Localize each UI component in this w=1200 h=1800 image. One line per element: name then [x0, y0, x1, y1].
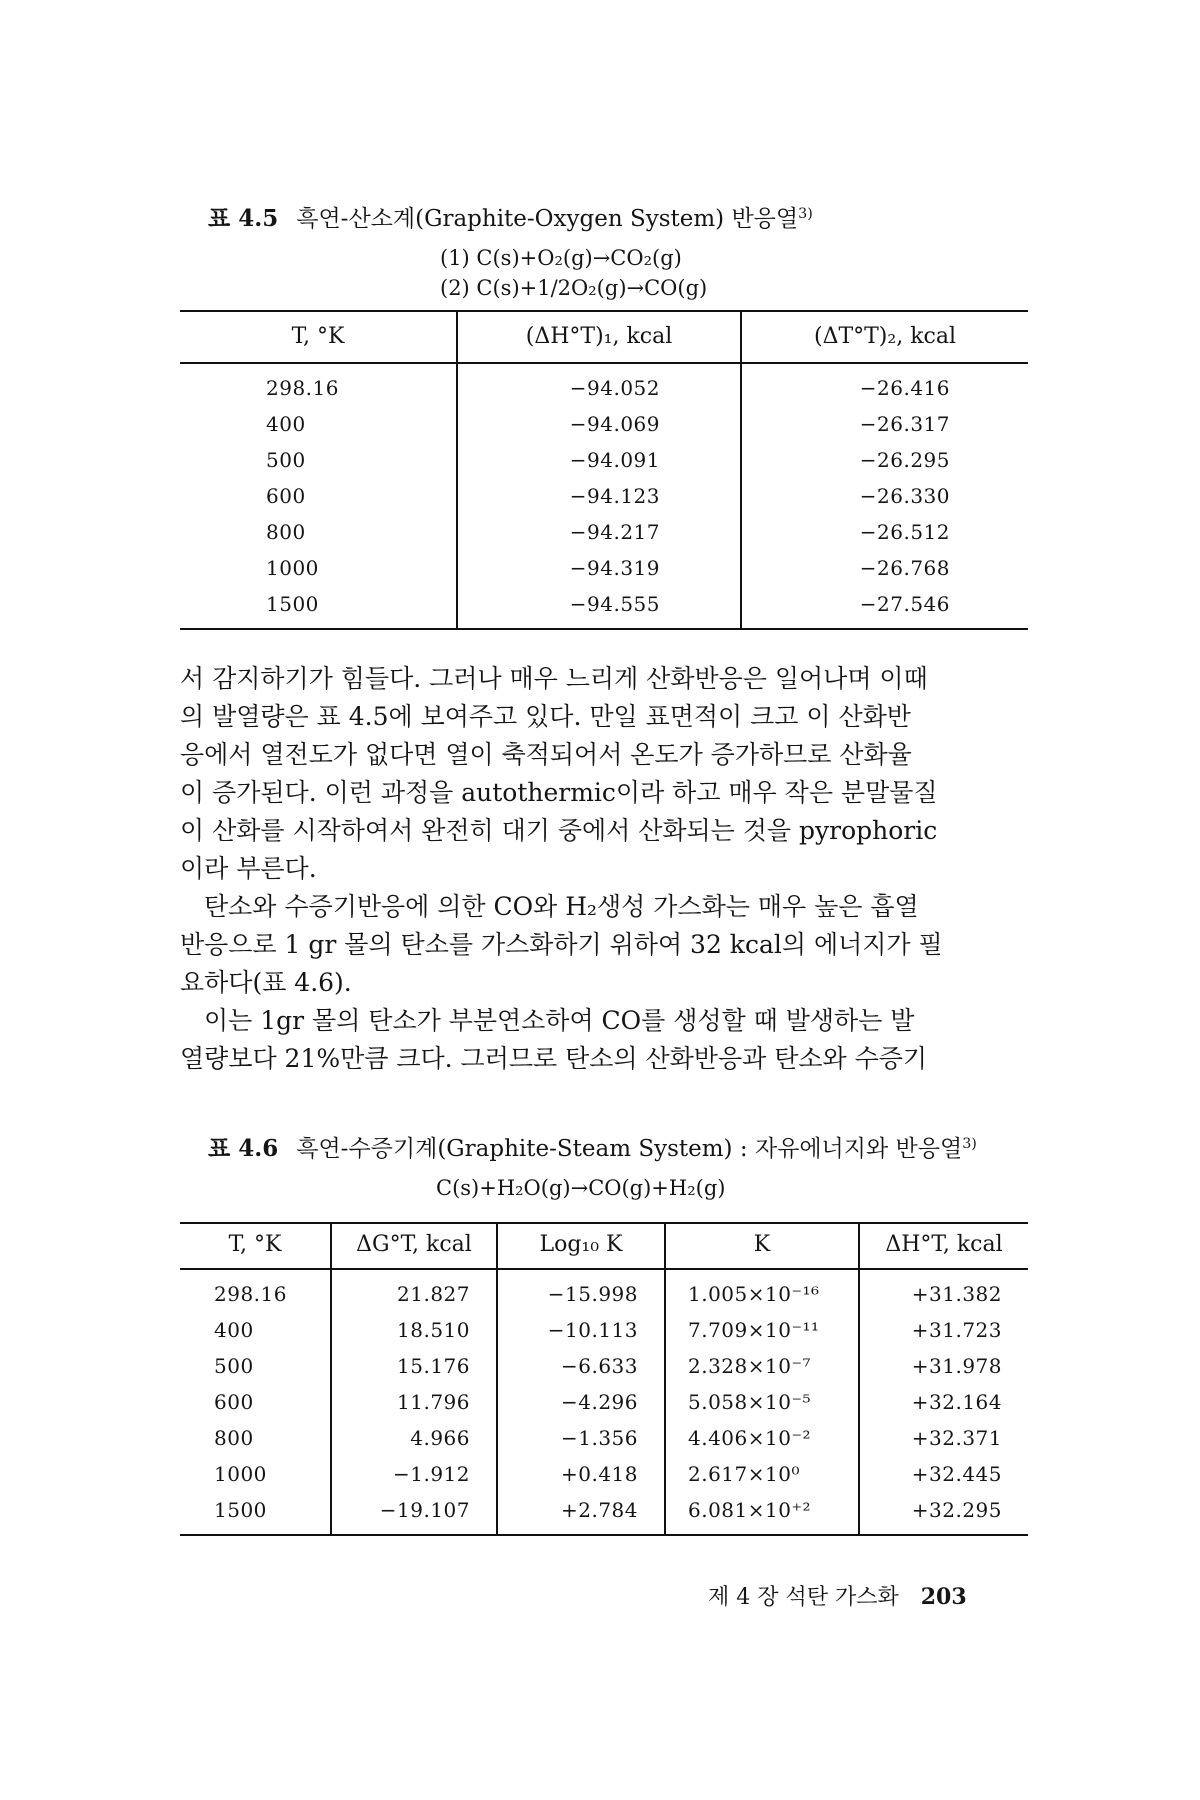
table-4-5-temperature-cell: 1000 — [266, 556, 319, 580]
table-4-5-enthalpy-1-cell: −94.319 — [569, 556, 660, 580]
table-4-6-k-cell: 5.058×10⁻⁵ — [688, 1390, 812, 1414]
table-4-6-title: 흑연-수증기계(Graphite-Steam System) : 자유에너지와 반응열 — [296, 1136, 963, 1162]
body-line: 열량보다 21%만큼 크다. 그러므로 탄소의 산화반응과 탄소와 수증기 — [180, 1044, 928, 1073]
table-4-6-k-cell: 2.617×10⁰ — [688, 1462, 800, 1486]
table-4-5-temperature-cell: 400 — [266, 412, 306, 436]
table-4-5-header-enthalpy-1: (ΔH°T)₁, kcal — [525, 324, 673, 349]
page-footer — [708, 1580, 967, 1611]
table-4-5-temperature-cell: 600 — [266, 484, 306, 508]
table-4-6-log-k-cell: −10.113 — [547, 1318, 638, 1342]
table-4-5-caption — [208, 200, 813, 233]
body-line: 이는 1gr 몰의 탄소가 부분연소하여 CO를 생성할 때 발생하는 발 — [204, 1006, 915, 1035]
table-4-6-top-rule — [180, 1222, 1028, 1224]
table-4-5-equation-2: (2) C(s)+1/2O₂(g)→CO(g) — [440, 276, 708, 300]
table-4-6-free-energy-cell: 18.510 — [397, 1318, 470, 1342]
table-4-6-enthalpy-cell: +32.445 — [911, 1462, 1002, 1486]
table-4-6-col-divider-1 — [330, 1224, 332, 1534]
table-4-6-free-energy-cell: 4.966 — [410, 1426, 470, 1450]
table-4-5-col-divider-1 — [456, 312, 458, 628]
table-4-6-temperature-cell: 600 — [214, 1390, 254, 1414]
table-4-5-bottom-rule — [180, 628, 1028, 630]
table-4-6-k-cell: 6.081×10⁺² — [688, 1498, 812, 1522]
table-4-6-log-k-cell: −6.633 — [560, 1354, 638, 1378]
table-4-5-temperature-cell: 298.16 — [266, 376, 339, 400]
table-4-6-equation: C(s)+H₂O(g)→CO(g)+H₂(g) — [436, 1176, 726, 1200]
table-4-5-enthalpy-1-cell: −94.052 — [569, 376, 660, 400]
table-4-6-temperature-cell: 298.16 — [214, 1282, 287, 1306]
table-4-6-col-divider-4 — [858, 1224, 860, 1534]
body-line: 이 증가된다. 이런 과정을 autothermic이라 하고 매우 작은 분말물질 — [180, 778, 938, 807]
table-4-6-temperature-cell: 1000 — [214, 1462, 267, 1486]
table-4-5-temperature-cell: 1500 — [266, 592, 319, 616]
body-line: 응에서 열전도가 없다면 열이 축적되어서 온도가 증가하므로 산화율 — [180, 740, 912, 769]
table-4-6-enthalpy-cell: +32.295 — [911, 1498, 1002, 1522]
table-4-5-enthalpy-2-cell: −26.512 — [859, 520, 950, 544]
body-line: 이라 부른다. — [180, 854, 317, 883]
body-line: 탄소와 수증기반응에 의한 CO와 H₂생성 가스화는 매우 높은 흡열 — [204, 892, 919, 921]
table-4-6-free-energy-cell: 15.176 — [397, 1354, 470, 1378]
table-4-6-log-k-cell: +0.418 — [560, 1462, 638, 1486]
table-4-5-enthalpy-2-cell: −26.768 — [859, 556, 950, 580]
table-4-5-enthalpy-1-cell: −94.091 — [569, 448, 660, 472]
table-4-5-top-rule — [180, 310, 1028, 312]
table-4-5-enthalpy-2-cell: −26.330 — [859, 484, 950, 508]
table-4-6-log-k-cell: +2.784 — [560, 1498, 638, 1522]
table-4-5-enthalpy-2-cell: −26.295 — [859, 448, 950, 472]
table-4-6-enthalpy-cell: +31.978 — [911, 1354, 1002, 1378]
table-4-6-bottom-rule — [180, 1534, 1028, 1536]
table-4-5-enthalpy-1-cell: −94.217 — [569, 520, 660, 544]
table-4-6-temperature-cell: 1500 — [214, 1498, 267, 1522]
table-4-5-enthalpy-1-cell: −94.069 — [569, 412, 660, 436]
table-4-6-header-free-energy: ΔG°T, kcal — [356, 1232, 472, 1257]
table-4-6-log-k-cell: −15.998 — [547, 1282, 638, 1306]
table-4-6-enthalpy-cell: +31.723 — [911, 1318, 1002, 1342]
table-4-6-temperature-cell: 800 — [214, 1426, 254, 1450]
table-4-5-enthalpy-2-cell: −26.317 — [859, 412, 950, 436]
table-4-6-log-k-cell: −4.296 — [560, 1390, 638, 1414]
table-4-5-header-temperature: T, °K — [291, 324, 345, 349]
table-4-6-col-divider-2 — [496, 1224, 498, 1534]
table-4-5-enthalpy-1-cell: −94.555 — [569, 592, 660, 616]
table-4-6-free-energy-cell: 11.796 — [397, 1390, 470, 1414]
table-4-6-k-cell: 4.406×10⁻² — [688, 1426, 812, 1450]
table-4-6-caption — [208, 1130, 977, 1163]
table-4-6-header-rule — [180, 1268, 1028, 1270]
body-line: 서 감지하기가 힘들다. 그러나 매우 느리게 산화반응은 일어나며 이때 — [180, 664, 928, 693]
table-4-6-enthalpy-cell: +32.371 — [911, 1426, 1002, 1450]
chapter-title: 제 4 장 석탄 가스화 — [708, 1585, 899, 1610]
table-4-6-ref: 3) — [962, 1136, 977, 1153]
table-4-6-enthalpy-cell: +31.382 — [911, 1282, 1002, 1306]
table-4-6-header-enthalpy: ΔH°T, kcal — [885, 1232, 1003, 1257]
table-4-6-log-k-cell: −1.356 — [560, 1426, 638, 1450]
table-4-5-col-divider-2 — [740, 312, 742, 628]
table-4-6-number: 표 4.6 — [208, 1135, 279, 1162]
page-number: 203 — [920, 1584, 967, 1610]
body-line: 요하다(표 4.6). — [180, 968, 352, 997]
table-4-5-temperature-cell: 500 — [266, 448, 306, 472]
table-4-5-header-rule — [180, 362, 1028, 364]
table-4-5-enthalpy-2-cell: −26.416 — [859, 376, 950, 400]
table-4-5-number: 표 4.5 — [208, 205, 279, 232]
table-4-5-ref: 3) — [798, 206, 813, 223]
table-4-6-header-k: K — [753, 1232, 771, 1257]
table-4-6-temperature-cell: 400 — [214, 1318, 254, 1342]
table-4-6-enthalpy-cell: +32.164 — [911, 1390, 1002, 1414]
table-4-6-k-cell: 2.328×10⁻⁷ — [688, 1354, 812, 1378]
body-line: 반응으로 1 gr 몰의 탄소를 가스화하기 위하여 32 kcal의 에너지가 필 — [180, 930, 943, 959]
body-line: 이 산화를 시작하여서 완전히 대기 중에서 산화되는 것을 pyrophoric — [180, 816, 938, 845]
table-4-6-header-log-k: Log₁₀ K — [539, 1232, 623, 1257]
table-4-5-title: 흑연-산소계(Graphite-Oxygen System) 반응열 — [296, 206, 799, 232]
table-4-6-col-divider-3 — [664, 1224, 666, 1534]
table-4-5-enthalpy-2-cell: −27.546 — [859, 592, 950, 616]
table-4-6-free-energy-cell: 21.827 — [397, 1282, 470, 1306]
table-4-6-k-cell: 7.709×10⁻¹¹ — [688, 1318, 820, 1342]
body-paragraph — [180, 660, 1030, 1078]
table-4-5-enthalpy-1-cell: −94.123 — [569, 484, 660, 508]
table-4-6-free-energy-cell: −1.912 — [392, 1462, 470, 1486]
table-4-6-k-cell: 1.005×10⁻¹⁶ — [688, 1282, 820, 1306]
table-4-5-header-enthalpy-2: (ΔT°T)₂, kcal — [813, 324, 956, 349]
table-4-6-temperature-cell: 500 — [214, 1354, 254, 1378]
table-4-5-temperature-cell: 800 — [266, 520, 306, 544]
table-4-6-header-temperature: T, °K — [228, 1232, 282, 1257]
table-4-6-free-energy-cell: −19.107 — [379, 1498, 470, 1522]
table-4-5-equation-1: (1) C(s)+O₂(g)→CO₂(g) — [440, 246, 682, 270]
body-line: 의 발열량은 표 4.5에 보여주고 있다. 만일 표면적이 크고 이 산화반 — [180, 702, 911, 731]
